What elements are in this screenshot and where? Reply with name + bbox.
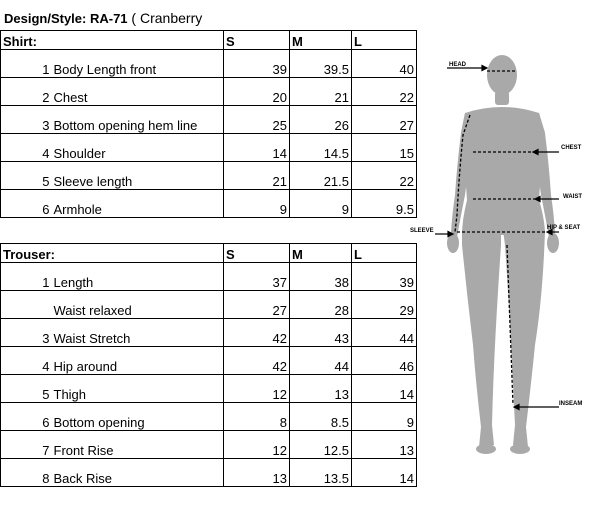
size-m-header: M	[290, 244, 352, 263]
size-l-value: 9.5	[352, 190, 417, 218]
size-m-value: 43	[290, 319, 352, 347]
table-row	[1, 375, 417, 403]
measurement-name: Back Rise	[52, 459, 224, 487]
size-m-value: 21.5	[290, 162, 352, 190]
body-silhouette	[447, 55, 559, 454]
size-l-value: 9	[352, 403, 417, 431]
size-m-value: 38	[290, 263, 352, 291]
chest-label: CHEST	[561, 145, 582, 151]
trouser-size-table	[0, 243, 417, 487]
row-number: 6	[1, 190, 52, 218]
measurement-name: Armhole	[52, 190, 224, 218]
row-number: 5	[1, 375, 52, 403]
sleeve-label: SLEEVE	[410, 228, 434, 234]
size-m-value: 14.5	[290, 134, 352, 162]
row-number: 4	[1, 134, 52, 162]
row-number: 6	[1, 403, 52, 431]
table-row	[1, 319, 417, 347]
size-l-value: 13	[352, 431, 417, 459]
table-row	[1, 291, 417, 319]
size-s-header: S	[224, 244, 290, 263]
size-s-value: 37	[224, 263, 290, 291]
table-row	[1, 263, 417, 291]
table-row	[1, 190, 417, 218]
size-s-value: 21	[224, 162, 290, 190]
size-l-value: 29	[352, 291, 417, 319]
measurement-name: Bottom opening	[52, 403, 224, 431]
row-number: 2	[1, 78, 52, 106]
shirt-size-table	[0, 30, 417, 218]
size-l-value: 22	[352, 162, 417, 190]
size-l-value: 39	[352, 263, 417, 291]
measurement-name: Length	[52, 263, 224, 291]
shirt-header-row	[1, 31, 417, 50]
size-s-value: 12	[224, 431, 290, 459]
measurement-name: Chest	[52, 78, 224, 106]
row-number: 3	[1, 319, 52, 347]
size-s-value: 13	[224, 459, 290, 487]
size-l-value: 46	[352, 347, 417, 375]
table-row	[1, 78, 417, 106]
size-s-value: 14	[224, 134, 290, 162]
table-row	[1, 347, 417, 375]
measurement-name: Hip around	[52, 347, 224, 375]
table-row	[1, 431, 417, 459]
measurement-name: Body Length front	[52, 50, 224, 78]
size-m-value: 28	[290, 291, 352, 319]
size-m-value: 13	[290, 375, 352, 403]
table-row	[1, 50, 417, 78]
hip-seat-label: HIP & SEAT	[547, 225, 581, 231]
row-number: 1	[1, 50, 52, 78]
size-m-value: 21	[290, 78, 352, 106]
size-l-value: 22	[352, 78, 417, 106]
size-l-value: 14	[352, 459, 417, 487]
size-m-value: 9	[290, 190, 352, 218]
body-measurement-figure	[405, 45, 599, 475]
measurement-name: Front Rise	[52, 431, 224, 459]
size-l-value: 14	[352, 375, 417, 403]
measurement-name: Thigh	[52, 375, 224, 403]
row-number: 7	[1, 431, 52, 459]
product-name: ( Cranberry	[127, 10, 203, 26]
table-row	[1, 459, 417, 487]
design-style-label: Design/Style: RA-71	[4, 11, 128, 26]
row-number: 4	[1, 347, 52, 375]
size-s-value: 9	[224, 190, 290, 218]
document-title	[4, 10, 202, 28]
size-s-value: 25	[224, 106, 290, 134]
row-number: 5	[1, 162, 52, 190]
size-l-header: L	[352, 244, 417, 263]
table-row	[1, 162, 417, 190]
size-s-value: 42	[224, 319, 290, 347]
measurement-name: Sleeve length	[52, 162, 224, 190]
size-s-value: 27	[224, 291, 290, 319]
size-s-header: S	[224, 31, 290, 50]
head-label: HEAD	[449, 62, 467, 68]
size-m-value: 26	[290, 106, 352, 134]
table-row	[1, 106, 417, 134]
size-s-value: 12	[224, 375, 290, 403]
size-l-value: 15	[352, 134, 417, 162]
row-number: 3	[1, 106, 52, 134]
size-l-value: 27	[352, 106, 417, 134]
inseam-label: INSEAM	[559, 401, 583, 407]
size-m-value: 13.5	[290, 459, 352, 487]
size-m-value: 12.5	[290, 431, 352, 459]
size-s-value: 20	[224, 78, 290, 106]
size-l-value: 44	[352, 319, 417, 347]
measurement-name: Waist Stretch	[52, 319, 224, 347]
table-row	[1, 403, 417, 431]
size-l-header: L	[352, 31, 417, 50]
size-m-value: 39.5	[290, 50, 352, 78]
size-m-header: M	[290, 31, 352, 50]
size-l-value: 40	[352, 50, 417, 78]
row-number: 1	[1, 263, 52, 291]
measurement-name: Bottom opening hem line	[52, 106, 224, 134]
row-number: 8	[1, 459, 52, 487]
table-row	[1, 134, 417, 162]
row-number	[1, 291, 52, 319]
shirt-section-label: Shirt:	[1, 31, 224, 50]
size-m-value: 8.5	[290, 403, 352, 431]
size-s-value: 42	[224, 347, 290, 375]
size-m-value: 44	[290, 347, 352, 375]
measurement-name: Shoulder	[52, 134, 224, 162]
measurement-name: Waist relaxed	[52, 291, 224, 319]
size-s-value: 8	[224, 403, 290, 431]
trouser-section-label: Trouser:	[1, 244, 224, 263]
trouser-header-row	[1, 244, 417, 263]
size-s-value: 39	[224, 50, 290, 78]
waist-label: WAIST	[563, 194, 582, 200]
